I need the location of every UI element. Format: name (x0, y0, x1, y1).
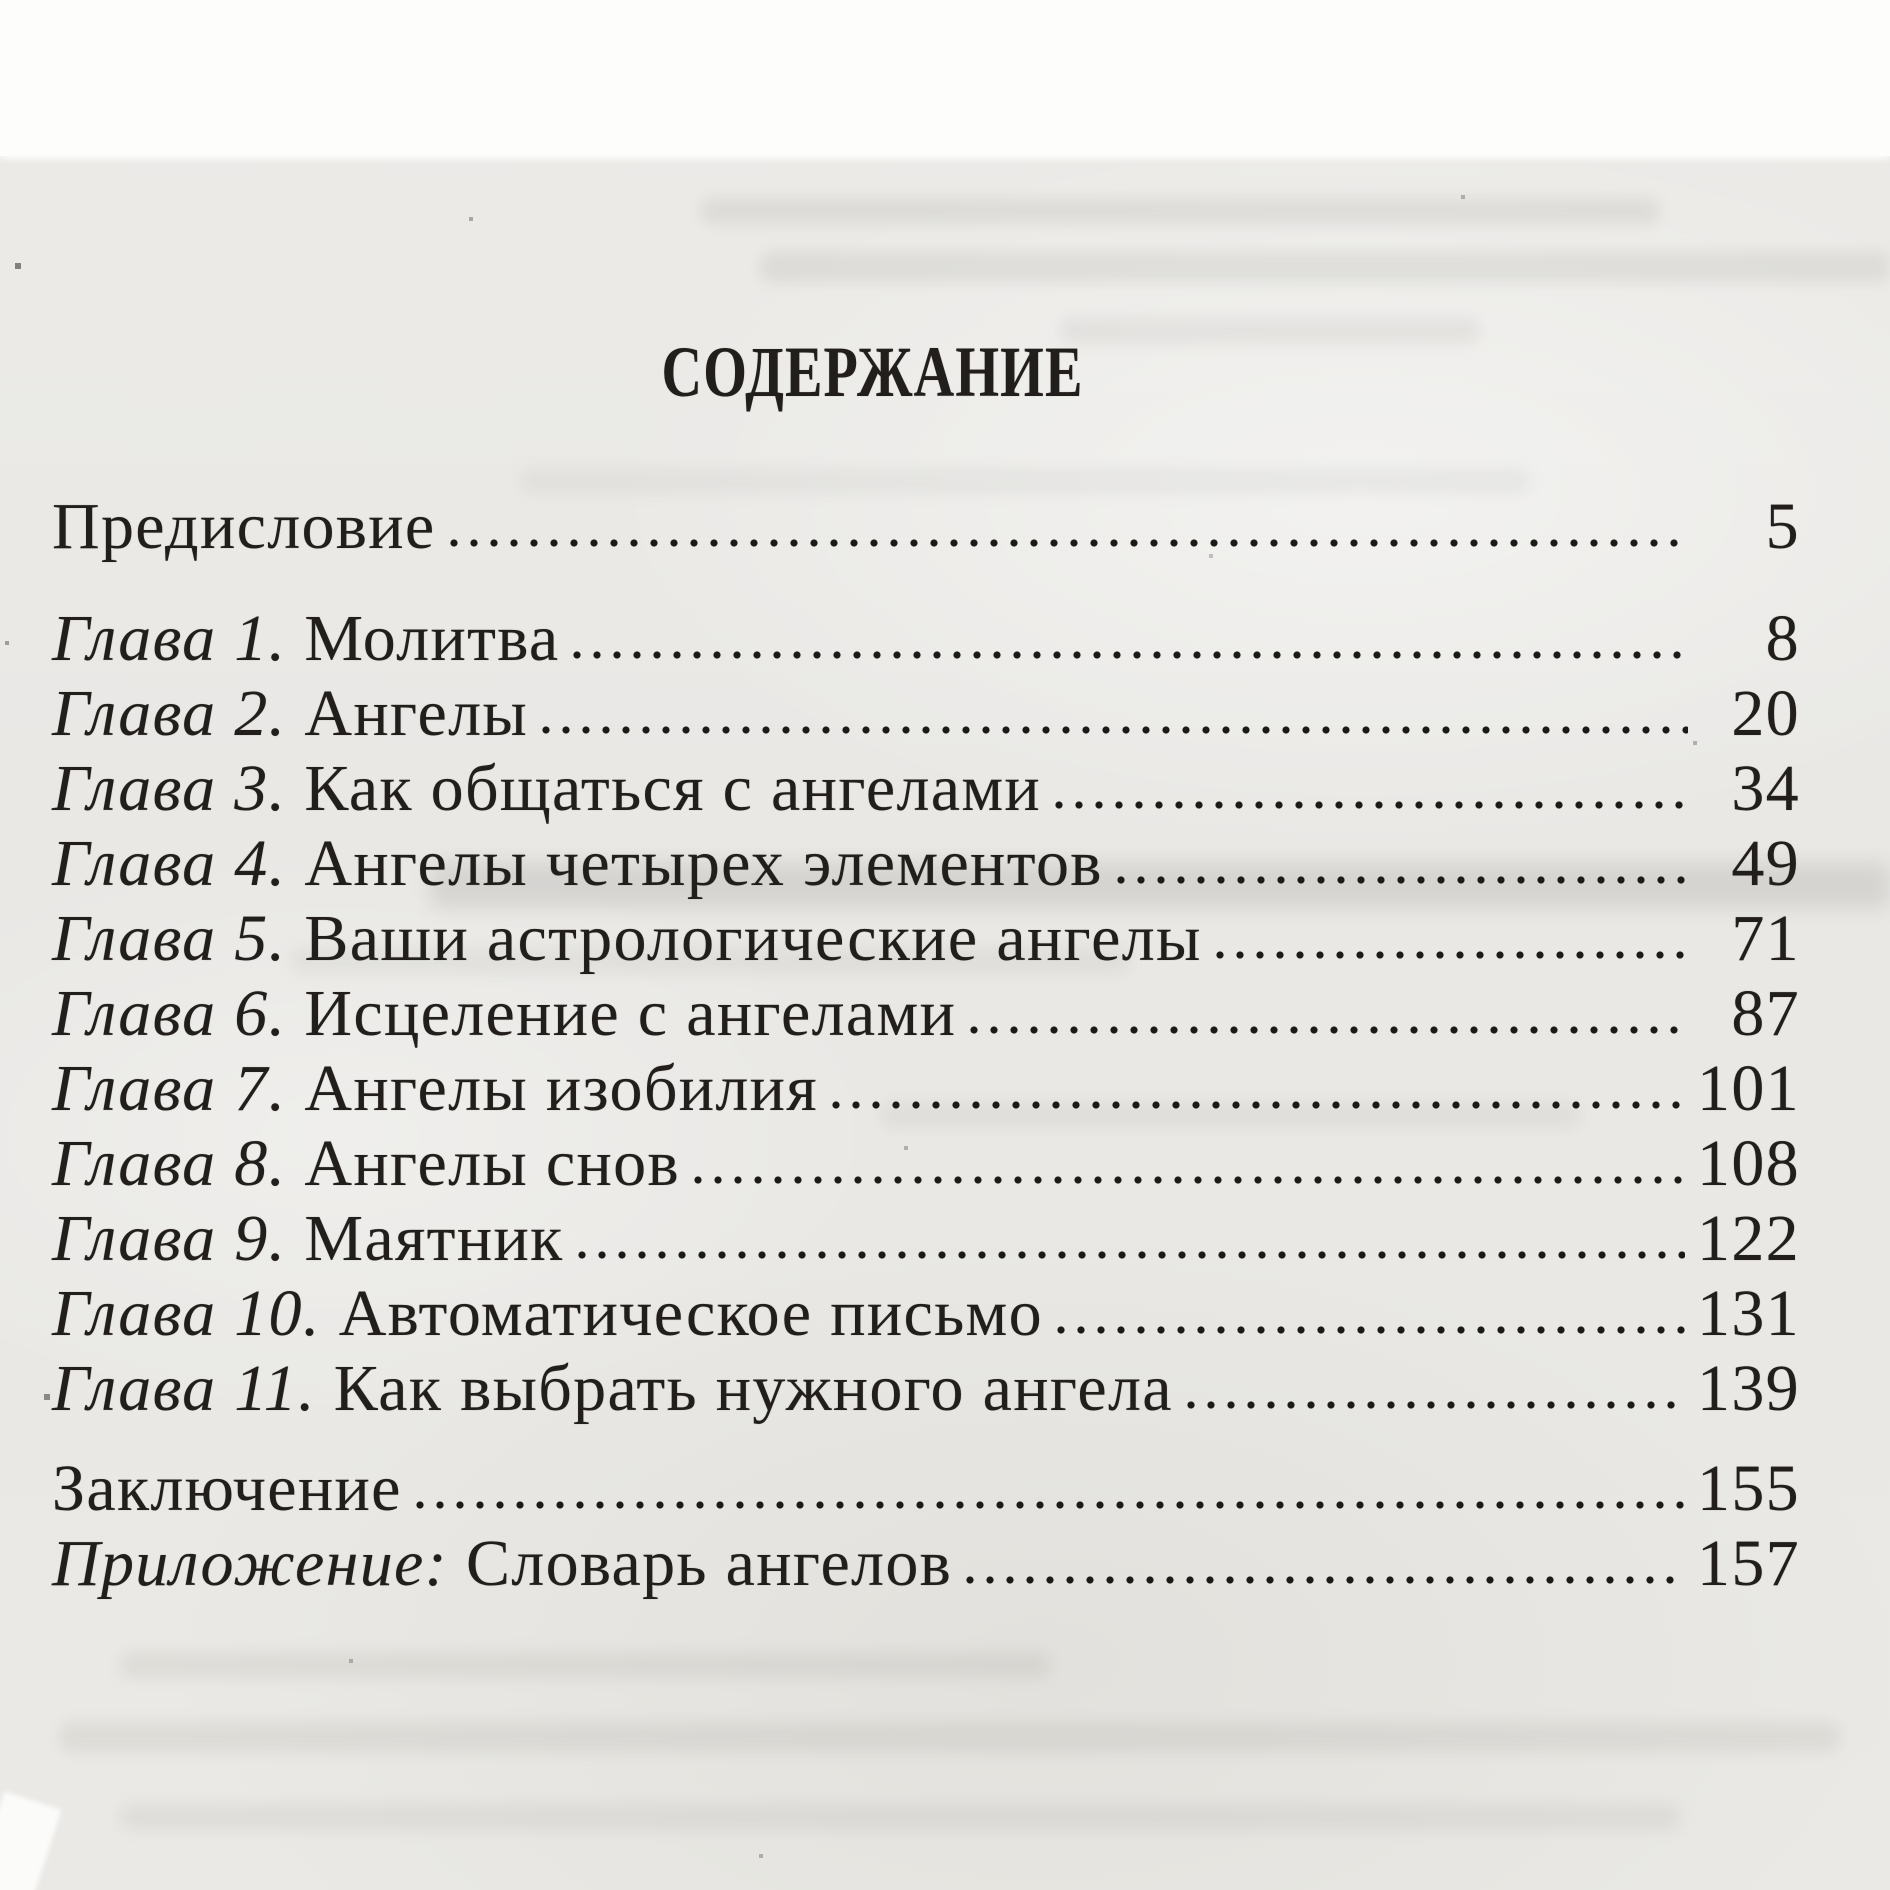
dot-leader (416, 1500, 1685, 1510)
chapter-prefix: Глава 3. (52, 752, 287, 825)
chapter-title: Как выбрать нужного ангела (333, 1352, 1173, 1425)
chapter-prefix: Приложение: (52, 1527, 448, 1600)
page-number: 108 (1697, 1127, 1800, 1200)
dot-leader (970, 1025, 1688, 1035)
page-number: 8 (1765, 602, 1800, 675)
toc-entry (52, 1276, 1800, 1351)
dot-leader (578, 1250, 1686, 1260)
dot-leader (450, 538, 1688, 548)
chapter-prefix: Глава 6. (52, 977, 287, 1050)
toc-entry (52, 1451, 1800, 1526)
toc-entry (52, 676, 1800, 751)
page-number: 131 (1697, 1277, 1800, 1350)
chapter-title: Ангелы четырех элементов (304, 827, 1103, 900)
toc-entry (52, 1126, 1800, 1201)
chapter-title: Молитва (304, 602, 560, 675)
toc-entry (52, 751, 1800, 826)
toc-entry (52, 601, 1800, 676)
page-number: 5 (1765, 490, 1800, 563)
chapter-title: Заключение (52, 1452, 402, 1525)
chapter-prefix: Глава 5. (52, 902, 287, 975)
page-number: 71 (1731, 902, 1800, 975)
page-number: 101 (1697, 1052, 1800, 1125)
page-number: 87 (1731, 977, 1800, 1050)
dot-leader (573, 650, 1688, 660)
chapter-title: Предисловие (52, 490, 436, 563)
page-number: 157 (1697, 1527, 1800, 1600)
page-title (0, 0, 1747, 412)
dot-leader (1055, 800, 1688, 810)
page-number: 34 (1731, 752, 1800, 825)
toc-entry (52, 826, 1800, 901)
showthrough-artifact (60, 1722, 1840, 1752)
chapter-prefix: Глава 9. (52, 1202, 287, 1275)
chapter-title: Исцеление с ангелами (304, 977, 957, 1050)
showthrough-artifact (120, 1652, 1050, 1678)
chapter-prefix: Глава 4. (52, 827, 287, 900)
toc-entry (52, 976, 1800, 1051)
dot-leader (1057, 1325, 1685, 1335)
chapter-title: Ангелы (304, 677, 529, 750)
scan-corner-artifact (0, 1791, 62, 1890)
toc-entry (52, 489, 1800, 564)
page-number: 122 (1697, 1202, 1800, 1275)
dot-leader (832, 1100, 1685, 1110)
page-title-text: СОДЕРЖАНИЕ (661, 332, 1085, 412)
toc-entry (52, 1526, 1800, 1601)
dot-leader (1187, 1400, 1685, 1410)
dot-leader (1117, 875, 1688, 885)
dot-leader (1216, 950, 1688, 960)
toc-entry (52, 1351, 1800, 1426)
chapter-prefix: Глава 2. (52, 677, 287, 750)
chapter-prefix: Глава 7. (52, 1052, 287, 1125)
showthrough-artifact (120, 1804, 1680, 1830)
page-number: 49 (1731, 827, 1800, 900)
toc-entry (52, 1201, 1800, 1276)
chapter-title: Автоматическое письмо (338, 1277, 1043, 1350)
toc-list (52, 489, 1800, 1601)
page-number: 20 (1731, 677, 1800, 750)
chapter-prefix: Глава 11. (52, 1352, 316, 1425)
toc-entry (52, 901, 1800, 976)
chapter-prefix: Глава 8. (52, 1127, 287, 1200)
chapter-title: Ангелы снов (304, 1127, 680, 1200)
chapter-prefix: Глава 1. (52, 602, 287, 675)
chapter-title: Словарь ангелов (465, 1527, 953, 1600)
chapter-title: Ваши астрологические ангелы (304, 902, 1202, 975)
dot-leader (694, 1175, 1685, 1185)
dot-leader (966, 1575, 1685, 1585)
chapter-prefix: Глава 10. (52, 1277, 321, 1350)
chapter-title: Ангелы изобилия (304, 1052, 818, 1125)
toc-entry (52, 1051, 1800, 1126)
chapter-title: Маятник (304, 1202, 564, 1275)
dot-leader (542, 725, 1688, 735)
page-number: 139 (1697, 1352, 1800, 1425)
page-number: 155 (1697, 1452, 1800, 1525)
chapter-title: Как общаться с ангелами (304, 752, 1042, 825)
